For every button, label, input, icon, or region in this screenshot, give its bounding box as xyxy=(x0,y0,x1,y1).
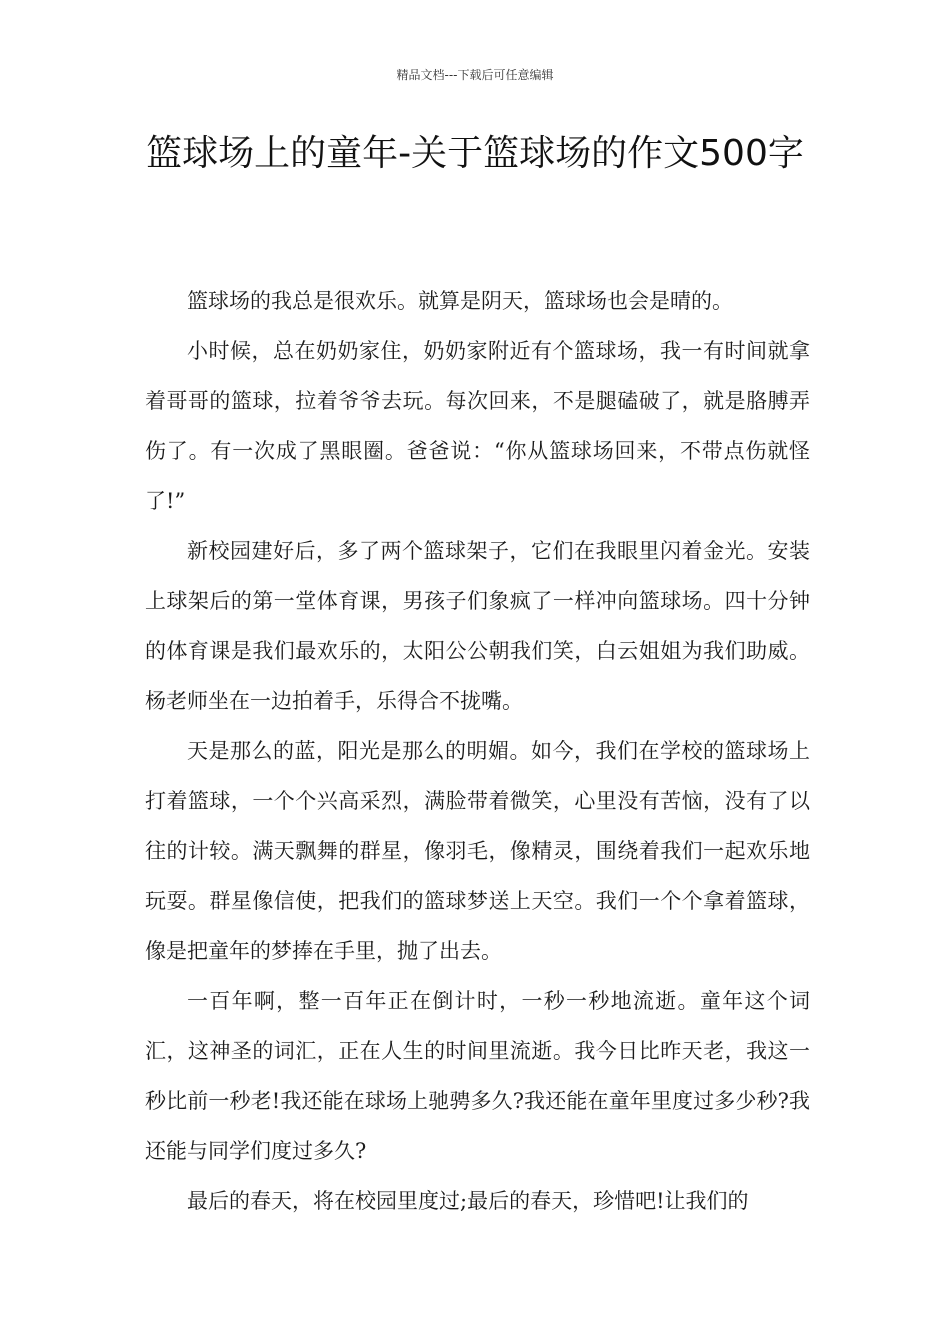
document-title: 篮球场上的童年-关于篮球场的作文500字 xyxy=(146,133,804,174)
document-body xyxy=(145,276,810,1226)
paragraph-2: 小时候，总在奶奶家住，奶奶家附近有个篮球场，我一有时间就拿着哥哥的篮球，拉着爷爷去玩。每次回来，不是腿磕破了，就是胳膊弄伤了。有一次成了黑眼圈。爸爸说：“你从篮球场回来，不带点伤就怪了!” xyxy=(145,339,810,513)
paragraph-1: 篮球场的我总是很欢乐。就算是阴天，篮球场也会是晴的。 xyxy=(187,289,733,313)
paragraph-4: 天是那么的蓝，阳光是那么的明媚。如今，我们在学校的篮球场上打着篮球，一个个兴高采烈，满脸带着微笑，心里没有苦恼，没有了以往的计较。满天飘舞的群星，像羽毛，像精灵，围绕着我们一起欢乐地玩耍。群星像信使，把我们的篮球梦送上天空。我们一个个拿着篮球，像是把童年的梦捧在手里，抛了出去。 xyxy=(145,739,810,963)
page-header-note: 精品文档---下载后可任意编辑 xyxy=(396,68,554,82)
paragraph-3: 新校园建好后，多了两个篮球架子，它们在我眼里闪着金光。安装上球架后的第一堂体育课，男孩子们象疯了一样冲向篮球场。四十分钟的体育课是我们最欢乐的，太阳公公朝我们笑，白云姐姐为我们助威。杨老师坐在一边拍着手，乐得合不拢嘴。 xyxy=(145,539,810,713)
paragraph-6: 最后的春天，将在校园里度过;最后的春天，珍惜吧!让我们的 xyxy=(187,1189,749,1213)
paragraph-5: 一百年啊，整一百年正在倒计时，一秒一秒地流逝。童年这个词汇，这神圣的词汇，正在人生的时间里流逝。我今日比昨天老，我这一秒比前一秒老!我还能在球场上驰骋多久?我还能在童年里度过多少秒?我还能与同学们度过多久? xyxy=(145,989,810,1163)
